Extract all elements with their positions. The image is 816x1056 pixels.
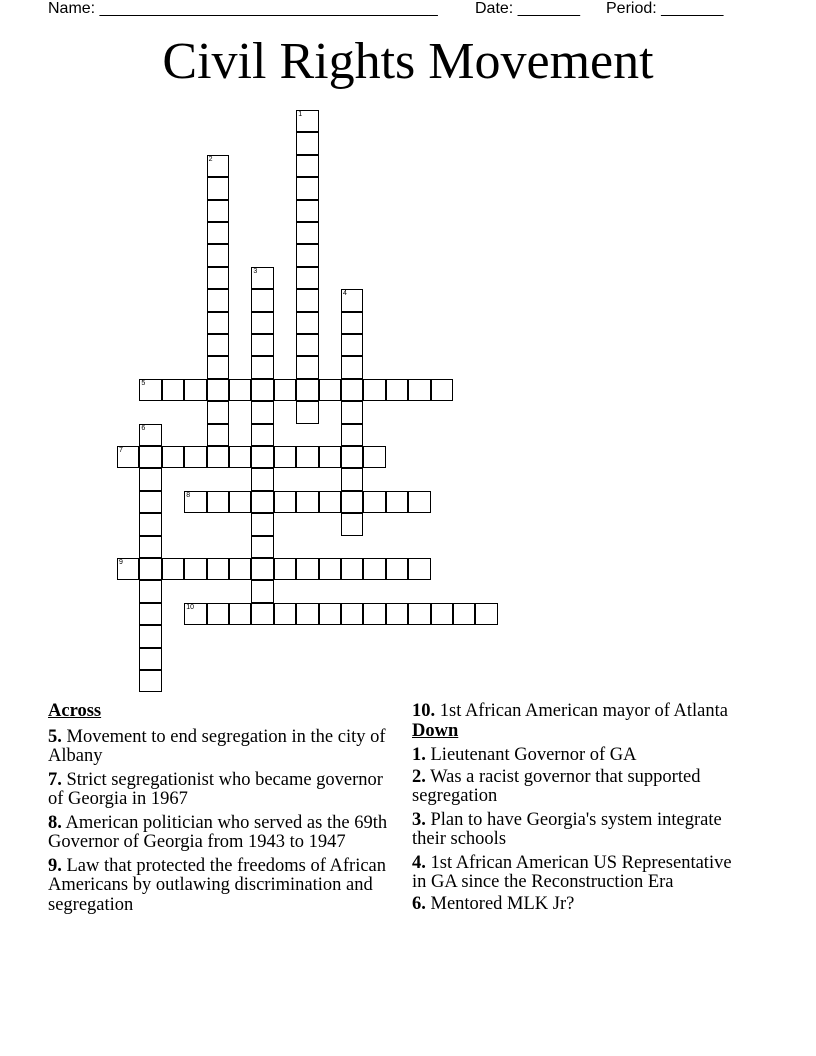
crossword-cell[interactable] xyxy=(184,603,206,625)
clue-number: 5 xyxy=(141,379,146,387)
crossword-cell[interactable] xyxy=(296,289,318,311)
clue-number: 8 xyxy=(186,491,191,499)
crossword-cell[interactable] xyxy=(184,558,206,580)
across-heading: Across xyxy=(48,701,102,721)
crossword-cell[interactable] xyxy=(341,379,363,401)
crossword-cell[interactable] xyxy=(296,379,318,401)
crossword-cell[interactable] xyxy=(274,603,296,625)
across-clue-8: 8. American politician who served as the 69th Governor of Georgia from 1943 to 1947 xyxy=(48,812,388,852)
clue-number: 10 xyxy=(186,603,194,611)
name-field[interactable]: Name: ______________________________________ xyxy=(48,0,438,17)
crossword-cell[interactable] xyxy=(251,312,273,334)
crossword-cell[interactable] xyxy=(296,491,318,513)
crossword-cell[interactable] xyxy=(296,177,318,199)
crossword-cell[interactable] xyxy=(296,334,318,356)
down-clue-6: 6. Mentored MLK Jr? xyxy=(412,893,575,914)
crossword-cell[interactable] xyxy=(408,603,430,625)
crossword-cell[interactable] xyxy=(296,401,318,423)
crossword-cell[interactable] xyxy=(386,603,408,625)
crossword-cell[interactable] xyxy=(139,670,161,692)
crossword-cell[interactable] xyxy=(139,625,161,647)
crossword-cell[interactable] xyxy=(408,558,430,580)
crossword-cell[interactable] xyxy=(207,558,229,580)
crossword-cell[interactable] xyxy=(274,446,296,468)
down-clue-4: 4. 1st African American US Representative in GA since the Reconstruction Era xyxy=(412,852,732,892)
crossword-cell[interactable] xyxy=(139,536,161,558)
crossword-cell[interactable] xyxy=(363,446,385,468)
crossword-cell[interactable] xyxy=(251,468,273,490)
clue-number: 9 xyxy=(119,559,123,566)
clue-number: 3 xyxy=(253,267,258,275)
crossword-cell[interactable] xyxy=(431,379,453,401)
crossword-cell[interactable] xyxy=(184,446,206,468)
clue-number: 2 xyxy=(208,155,213,163)
crossword-cell[interactable] xyxy=(139,648,161,670)
down-heading: Down xyxy=(412,720,459,741)
across-clue-5: 5. Movement to end segregation in the city of Albany xyxy=(48,726,386,766)
crossword-cell[interactable] xyxy=(363,379,385,401)
crossword-cell[interactable] xyxy=(139,558,161,580)
crossword-cell[interactable] xyxy=(207,446,229,468)
down-clue-1: 1. Lieutenant Governor of GA xyxy=(412,745,637,765)
crossword-cell[interactable] xyxy=(408,491,430,513)
crossword-cell[interactable] xyxy=(341,558,363,580)
crossword-cell[interactable] xyxy=(296,222,318,244)
crossword-cell[interactable] xyxy=(207,155,229,177)
crossword-cell[interactable] xyxy=(207,267,229,289)
crossword-cell[interactable] xyxy=(319,491,341,513)
date-field[interactable]: Date: _______ xyxy=(475,0,580,17)
crossword-cell[interactable] xyxy=(341,289,363,311)
down-clue-2: 2. Was a racist governor that supported segregation xyxy=(412,766,701,806)
crossword-cell[interactable] xyxy=(296,110,318,132)
crossword-cell[interactable] xyxy=(341,401,363,423)
crossword-cell[interactable] xyxy=(431,603,453,625)
crossword-cell[interactable] xyxy=(184,491,206,513)
page-title: Civil Rights Movement xyxy=(162,33,654,90)
crossword-cell[interactable] xyxy=(386,558,408,580)
crossword-cell[interactable] xyxy=(207,200,229,222)
crossword-cell[interactable] xyxy=(139,491,161,513)
crossword-cell[interactable] xyxy=(207,289,229,311)
crossword-cell[interactable] xyxy=(408,379,430,401)
clue-number: 6 xyxy=(141,424,146,432)
crossword-cell[interactable] xyxy=(207,312,229,334)
clue-number: 4 xyxy=(343,290,347,298)
crossword-cell[interactable] xyxy=(139,603,161,625)
across-clue-7: 7. Strict segregationist who became governor of Georgia in 1967 xyxy=(48,769,383,809)
crossword-cell[interactable] xyxy=(296,558,318,580)
crossword-cell[interactable] xyxy=(251,334,273,356)
crossword-cell[interactable] xyxy=(207,222,229,244)
crossword-cell[interactable] xyxy=(363,558,385,580)
crossword-cell[interactable] xyxy=(319,603,341,625)
crossword-cell[interactable] xyxy=(341,446,363,468)
crossword-cell[interactable] xyxy=(251,401,273,423)
crossword-cell[interactable] xyxy=(162,379,184,401)
crossword-cell[interactable] xyxy=(341,424,363,446)
crossword-cell[interactable] xyxy=(251,513,273,535)
crossword-cell[interactable] xyxy=(162,446,184,468)
crossword-cell[interactable] xyxy=(251,267,273,289)
clues-right-column xyxy=(412,702,742,914)
crossword-cell[interactable] xyxy=(296,244,318,266)
crossword-cell[interactable] xyxy=(251,603,273,625)
crossword-cell[interactable] xyxy=(296,356,318,378)
crossword-cell[interactable] xyxy=(251,289,273,311)
crossword-cell[interactable] xyxy=(296,446,318,468)
crossword-cell[interactable] xyxy=(296,132,318,154)
crossword-cell[interactable] xyxy=(207,401,229,423)
crossword-cell[interactable] xyxy=(341,513,363,535)
crossword-cell[interactable] xyxy=(162,558,184,580)
crossword-cell[interactable] xyxy=(207,603,229,625)
crossword-cell[interactable] xyxy=(207,379,229,401)
crossword-cell[interactable] xyxy=(117,558,139,580)
crossword-cell[interactable] xyxy=(274,491,296,513)
crossword-cell[interactable] xyxy=(296,200,318,222)
crossword-cell[interactable] xyxy=(251,356,273,378)
crossword-cell[interactable] xyxy=(341,312,363,334)
crossword-cell[interactable] xyxy=(139,513,161,535)
crossword-cell[interactable] xyxy=(251,424,273,446)
clues-left-column xyxy=(48,702,388,915)
crossword-cell[interactable] xyxy=(207,334,229,356)
period-field[interactable]: Period: _______ xyxy=(606,0,724,17)
crossword-cell[interactable] xyxy=(207,177,229,199)
crossword-cell[interactable] xyxy=(296,267,318,289)
crossword-cell[interactable] xyxy=(251,446,273,468)
across-clue-10: 10. 1st African American mayor of Atlanta xyxy=(412,701,728,721)
crossword-cell[interactable] xyxy=(319,558,341,580)
crossword-cell[interactable] xyxy=(251,558,273,580)
crossword-cell[interactable] xyxy=(296,603,318,625)
crossword-cell[interactable] xyxy=(251,379,273,401)
clue-number: 7 xyxy=(119,447,123,454)
crossword-cell[interactable] xyxy=(386,379,408,401)
crossword-cell[interactable] xyxy=(251,491,273,513)
crossword-cell[interactable] xyxy=(341,468,363,490)
crossword-cell[interactable] xyxy=(139,379,161,401)
crossword-cell[interactable] xyxy=(229,379,251,401)
down-clue-3: 3. Plan to have Georgia's system integrate their schools xyxy=(412,809,722,849)
crossword-cell[interactable] xyxy=(251,536,273,558)
crossword-cell[interactable] xyxy=(207,424,229,446)
crossword-cell[interactable] xyxy=(229,446,251,468)
clue-number: 1 xyxy=(298,111,303,118)
crossword-cell[interactable] xyxy=(207,491,229,513)
crossword-cell[interactable] xyxy=(363,491,385,513)
crossword-cell[interactable] xyxy=(229,603,251,625)
crossword-cell[interactable] xyxy=(386,491,408,513)
crossword-cell[interactable] xyxy=(341,334,363,356)
crossword-cell[interactable] xyxy=(363,603,385,625)
crossword-cell[interactable] xyxy=(319,379,341,401)
crossword-cell[interactable] xyxy=(117,446,139,468)
crossword-cell[interactable] xyxy=(341,491,363,513)
crossword-cell[interactable] xyxy=(453,603,475,625)
crossword-cell[interactable] xyxy=(139,580,161,602)
crossword-cell[interactable] xyxy=(139,424,161,446)
crossword-cell[interactable] xyxy=(139,468,161,490)
crossword-cell[interactable] xyxy=(296,312,318,334)
crossword-cell[interactable] xyxy=(274,558,296,580)
crossword-cell[interactable] xyxy=(475,603,497,625)
crossword-cell[interactable] xyxy=(229,558,251,580)
across-clue-9: 9. Law that protected the freedoms of African Americans by outlawing discrimination and segregation xyxy=(48,855,387,915)
crossword-cell[interactable] xyxy=(207,356,229,378)
crossword-cell[interactable] xyxy=(296,155,318,177)
crossword-cell[interactable] xyxy=(341,356,363,378)
crossword-cell[interactable] xyxy=(319,446,341,468)
crossword-cell[interactable] xyxy=(229,491,251,513)
crossword-cell[interactable] xyxy=(251,580,273,602)
crossword-cell[interactable] xyxy=(341,603,363,625)
crossword-cell[interactable] xyxy=(139,446,161,468)
crossword-cell[interactable] xyxy=(184,379,206,401)
crossword-cell[interactable] xyxy=(207,244,229,266)
crossword-cell[interactable] xyxy=(274,379,296,401)
